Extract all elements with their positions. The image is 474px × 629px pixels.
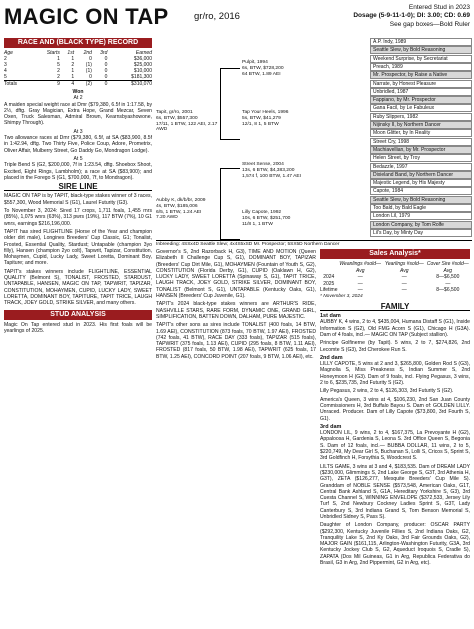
race-record-cell: $181,300 (131, 74, 152, 80)
sales-column-header: Yearlings #sold—Avg (384, 261, 424, 274)
sales-cell: — (401, 287, 407, 293)
pedigree-ancestor: Helen Street, by Troy (370, 154, 472, 162)
sire-line-title: SIRE LINE (4, 184, 152, 191)
sire-line-para-1: MAGIC ON TAP is by TAPIT, black-type stakes winner of 3 races, $557,300, Wood Memorial S (G1), Laurel Futurity (G3). (4, 193, 152, 206)
pedigree-ancestor: Weekend Surprise, by Secretariat (370, 55, 472, 63)
sales-cell: — (357, 287, 363, 293)
pedigree-ancestor: Fappiano, by Mr. Prospector (370, 96, 472, 104)
race-record-table (4, 50, 152, 87)
pedigree-ancestor: Dixieland Band, by Northern Dancer (370, 171, 472, 179)
race-record-cell: 0 (92, 81, 107, 88)
right-column (320, 249, 470, 568)
family-title: FAMILY (320, 304, 470, 311)
dam2-text-c: America's Queen, 3 wins at 4, $106,230, 2nd San Juan County Commissioners H, 3rd Buffalo Bayou S. Dam of: GOLDEN LILLY. Unraced. Producer. Dam of Lilly Capote ($73,800, 3rd Fourth S, G1). (320, 396, 470, 422)
stud-analysis-bar: STUD ANALYSIS (4, 310, 152, 320)
race-record-cell: 5 (57, 62, 60, 68)
sales-cell: — (357, 280, 363, 287)
entered-stud: Entered Stud in 2023 (408, 4, 470, 11)
race-record-cell: 1 (71, 68, 75, 74)
race-record-bar: RACE AND (BLACK TYPE) RECORD (4, 38, 152, 48)
sire-line-para-4: TAPIT's stakes winners include FLIGHTLINE, ESSENTIAL QUALITY (Belmont S), TONALIST, FROSTED, STARDUST, UNTAPABLE, HANSEN, MAGIC ON TAP, TAPWRIT, TAPIZAR, CONSTITUTION, MOHAYMEN, CUPID, LUCKY LADY, SWEET LORETTA, DOMINANT BOY, TAPITURE, TAPIT TRICE, LAUGH TRACK, JOEY GOLD, STRIKE SILVER, and many others. (4, 268, 152, 307)
won-at-5: At 5 (73, 155, 83, 162)
pedigree-dam-dam: Lilly Capote, 1992 10s, 6 BTW, $251,700 11/8 1, 1 BTW (242, 210, 291, 227)
body-para-1: Governor's S, 2nd Razorback H, G3), TIME AND MOTION (Queen Elizabeth II Challenge Cup S, G1), DOMINANT BOY, TAPIZAR (Breeders' Cup Dirt Mile, G1), MOHAYMEN (Fountain of Youth S, G2), CONSTITUTION (Florida Derby, G1), CUPID (Oaklawn H, G2), LUCKY LADY, SWEET LORETTA (Spinaway S, G1), TAPIT TRICE, LAUGH TRACK, JOEY GOLD, STRIKE SILVER, DOMINANT BOY, TONALIST (Belmont S, G1), UNTAPABLE (Kentucky Oaks, G1), HANSEN (Breeders' Cup Juvenile, G1). (156, 249, 316, 300)
color-year: gr/ro, 2016 (194, 11, 240, 22)
race-record-cell: 4 (60, 81, 74, 88)
pedigree-ancestor: Narrate, by Honest Pleasure (370, 80, 472, 88)
race-record-cell: (1) (85, 62, 92, 68)
left-column (4, 38, 152, 336)
pedigree-ancestor: Moon Glitter, by In Reality (370, 129, 472, 137)
dosage: Dosage (5-9-11-1-0); DI: 3.00; CD: 0.69 (353, 12, 470, 19)
bracket-line (220, 168, 221, 240)
sales-body (320, 274, 470, 294)
pedigree-ancestor: Ruby Slippers, 1982 (370, 113, 472, 121)
dam2-heading: 2nd dam (320, 354, 343, 361)
sales-cell: 2025 (323, 280, 335, 287)
dam3-heading: 3rd dam (320, 423, 342, 430)
pedigree-dam: Aubby K, dk/b/br, 2009 4s, BTW, $185,006 6/5, 1 BTW, 1.24 AEI 7.20 AWD (156, 198, 206, 221)
dam3-text-c: Daughter of London Company, producer: OSCAR PARTY ($292,300, Kentucky Juvenile Fillies S, 2nd Indiana Oaks, G2, Tranquility Lake S, 2nd Ky Oaks, 3rd Fair Grounds Oaks, G2), MAJOR GAIN ($161,115, Arlington-Washington Futurity, G3A, 3rd Kentucky Jockey Club S, G2, Aqueduct Iroquois S, Cradle S), ZAPATA (Dos Mil Guineas, G1 in Arg, Republica Federativa do Brasil, G3 in Arg, 2nd Pippermint, G2 in Arg, etc). (320, 522, 470, 567)
sire-line-para-2: To November 3, 2024: Sired 17 crops, 1,711 foals, 1,455 rnrs (85%), 1,075 wnrs (63%), 313 pwrs (19%), 117 BTW (7%), 10 G1 wnrs, earnings $216,196,000. (4, 208, 152, 227)
inbreeding-note: Inbreeding: 4SSx4D Seattle Slew; 4x4S5xSD Mr. Prospector; 5SX5D Northern Dancer (156, 240, 472, 247)
body-para-2: TAPIT's 2024 black-type stakes winners are ARTHUR'S RIDE, NASHVILLE STARS, RARE FORM, DYNAMIC ONE, GRAND GIRL, SIMPLIFICATION, BATTEN DOWN, DALHAM, PURE MAJESTIC. (156, 301, 316, 320)
sales-cell: Lifetime (320, 287, 338, 293)
pedigree-ancestor: London Lil, 1979 (370, 212, 472, 220)
race-record-cell: 1 (71, 56, 75, 62)
race-record-cell: 0 (89, 74, 92, 80)
pedigree-ancestor: Mr. Prospector, by Raise a Native (370, 71, 472, 79)
race-record-cell: 2 (57, 74, 60, 80)
race-record-cell: $36,000 (133, 56, 152, 62)
race-record-cell: 4 (4, 68, 7, 74)
body-para-3: TAPIT's other sons as sires include TONALIST (400 foals, 14 BTW, 1.69 AEI), CONSTITUTION (873 foals, 70 BTW, 1.97 AEI), FROSTED (742 foals, 41 BTW), RACE DAY (333 foals), TAPIZAR (515 foals), TAPWRIT (375 foals, 1.13 AEI), CUPID (295 foals, 8 BTW, 1.11 AEI), FROSTED (817 foals, 50 BTW, 1.98 AEI), TAPWRIT (625 foals, 17 BTW, 1.25 AEI), CONCORD POINT (207 foals, 9 BTW, 1.06 AEI), etc. (156, 322, 316, 360)
pedigree-ancestor: Unbridled, 1987 (370, 88, 472, 96)
dam2-text: LILLY CAPOTE, 5 wins at 2 and 3, $265,800, Golden Rod S (G3), Magnolia S, Miss Preakness S, Indian Summer S, 2nd Honeymoon H (G3). Dam of 9 foals, incl. Flying Pegasus, 3 wins, 2 to 6, $235,735, 2nd Futurity S (G2). (320, 361, 470, 387)
sales-cell: 8—$6,500 (436, 274, 460, 280)
sales-cell: 2024 (323, 274, 335, 280)
header (4, 2, 470, 34)
dam1-text: AUBBY K, 4 wins, 2 to 4, $435,004, Humana Distaff S (G1), Inside Information S (G2), Old FMG Acorn S (G1), Chicago H (G3A). Dam of 4 foals, incl.— MAGIC ON TAP (Subject stallion). (320, 319, 470, 338)
won-text-3: Two allowance races at Dmr ($79,380, 6.5f, at SA ($83,900, 8.5f in 1:42.94, dftg. Two Thirty Five, Police Coup, Adore, Prometrix, Oliver Affair, Mulberry Street, Go Daddy Go, Mondragon Lodge). (4, 135, 152, 154)
race-record-cell: 0 (89, 56, 92, 62)
pedigree-ancestor: Street Cry, 1998 (370, 138, 472, 146)
sales-header (320, 261, 470, 274)
bracket-line (220, 139, 240, 140)
race-record-cell: 5 (4, 74, 7, 80)
sales-note: * November 3, 2024 (320, 293, 363, 299)
pedigree-ancestor: Too Bald, by Bald Eagle (370, 204, 472, 212)
race-record-cell: $10,000 (133, 68, 152, 74)
sales-cell: — (401, 280, 407, 287)
race-record-cell: 3 (4, 62, 7, 68)
won-at-2: At 2 (73, 95, 83, 102)
sales-column-header (320, 261, 338, 274)
sales-cell: — (445, 280, 451, 287)
pedigree-ancestor: Gana Facil, by Le Fabuleux (370, 104, 472, 112)
race-record-cell: $310,070 (107, 81, 152, 88)
pedigree-ancestor: London Company, by Tom Rolfe (370, 221, 472, 229)
race-record-cell: Totals (4, 81, 32, 88)
pedigree-ancestor: Majestic Legend, by His Majesty (370, 179, 472, 187)
race-record-body (4, 56, 152, 87)
race-record-column-header: 3rd (100, 50, 108, 56)
pedigree-ancestor: Seattle Slew, by Bold Reasoning (370, 196, 472, 204)
sire-line-para-3: TAPIT has sired FLIGHTLINE (Horse of the Year and champion older dirt male), Longines Breeders' Cup Classic, G1; Tonalist, Frosted, Essential Quality, Stardust; Untapable (champion 3yo filly), Hansen (champion 2yo colt), Tapwrit, Tapizar, Constitution, Mohaymen, Cupid, Lucky Lady, Sweet Loretta, Dominant Boy, Tapiture; and more. (4, 228, 152, 267)
sales-cell: — (401, 274, 407, 280)
race-record-column-header: Starts (46, 50, 60, 56)
race-record-column-header: Age (4, 50, 13, 56)
race-record-cell: 0 (104, 74, 108, 80)
pedigree-ancestor: Machiavellian, by Mr. Prospector (370, 146, 472, 154)
race-record-column-header: Earned (135, 50, 152, 56)
pedigree-ancestor: Bedazzle, 1997 (370, 163, 472, 171)
pedigree-ancestor: Seattle Slew, by Bold Reasoning (370, 46, 472, 54)
race-record-cell: 2 (57, 68, 60, 74)
pedigree-ancestor: Nijinsky II, by Northern Dancer (370, 121, 472, 129)
pedigree-sire: Tapit, gr/ro, 2001 6s, BTW, $557,300 17/11, 1 BTW, 122 AEI, 2.17 AWD (156, 110, 218, 133)
sales-analysis-bar: Sales Analysis* (320, 249, 470, 259)
race-record-cell: 0 (104, 68, 108, 74)
pedigree-dam-sire: Street Sense, 2004 13s, 6 BTW, $4,383,200 1,574 f, 100 BTW, 1.47 AEI (242, 162, 301, 179)
pedigree-ancestor: Capote, 1984 (370, 187, 472, 195)
dam3-text-b: LILTS GAME, 3 wins at 3 and 4, $183,535. Dam of DREAM LADY ($230,000, Glimmings S, 2nd Lake George S, G3T, 3rd Athenia H, G3T), ZETA ($126,277, Mesquite Breeders' Cup Mile S). Granddam of NOBLE SENSE ($573,548, American Oaks, G1T, Central Bank Ashland S, G1A, Hereditary Yorkshire S, G3), 3rd Cuesta Channel S, WINNING ENVELOPE ($372,533, Jersey Lily Turf S, 2nd Newbury Cockney Ladies Sprint S, G3T, Lady Canterbury S, 3rd Indiana Grand S, Tom Benson Memorial S, Unbridled Sidney S, Pass S). (320, 463, 470, 520)
pedigree-ancestor: Lil's Day, by Minty Day (370, 229, 472, 237)
pedigree-ancestor: Preach, 1989 (370, 63, 472, 71)
won-text-5: Triple Bend S (G2, $200,000, 7f in 1:23.54, dftg. Shoebox Shoot, Excited, Eight Rings, Lambholm); a race at SA ($83,900); and placed in the Forego S (G1, $700,000, 7f, to Mondragon). (4, 162, 152, 181)
pedigree-chart (156, 38, 472, 245)
race-record-cell: 0 (104, 62, 108, 68)
dam1-heading: 1st dam (320, 313, 341, 320)
dam3-text: LONDON LIL, 9 wins, 2 to 4, $167,375, La Prevoyante H (G2), Appaloosa H, Gardenia S, Leona S. 3rd Office Queen S, Begonia S. Dam of 12 foals, incl.— BUBBA DOLLAR, 11 wins, 2 to 5, $220,749, My Dear Girl S, Buchanan S, Lolli S, Cricos S, Sprint S, 3rd Goldfinch H, Forsythia S, Woodcrest S. (320, 430, 470, 462)
sales-table (320, 261, 470, 294)
race-record-column-header: 1st (67, 50, 75, 56)
pedigree-sire-dam: Tap Your Heels, 1996 5s, BTW, $41,279 12/1, 8 1, 5 BTW (242, 110, 289, 127)
won-text-2: A maiden special weight race at Dmr ($79,380, 6.5f in 1:17.58, by 2½, dftg. Gray Magician, Extra Hope, Grand Mezcar, Seven Oxen, Truck Salesman, Admiral Brown, Kearnsbyashowone, Shimpy Through). (4, 101, 152, 127)
stallion-title: MAGIC ON TAP (4, 4, 169, 29)
bracket-line (220, 168, 240, 169)
sales-column-header: Weanlings #sold—Avg (339, 261, 382, 274)
race-record-cell: 2 (4, 56, 7, 62)
pedigree-ancestor: A.P. Indy, 1989 (370, 38, 472, 46)
sales-column-header: Cover Sire #sold—Avg (426, 261, 469, 274)
sales-cell: — (357, 274, 363, 280)
sales-cell: 8—$6,500 (436, 287, 460, 293)
race-record-cell: 0 (104, 56, 108, 62)
race-record-column-header: 2nd (83, 50, 92, 56)
dam2-text-b: Lilly Pegasus, 2 wins, 2 to 4, $126,303, 3rd Futurity S (G2). (320, 388, 454, 395)
race-record-cell: 1 (57, 56, 60, 62)
race-record-cell: (1) (85, 68, 92, 74)
race-record-cell: (2) (74, 81, 92, 88)
won-at-3: At 3 (73, 128, 83, 135)
won-label: Won (72, 89, 84, 95)
sire-stats-continued (156, 249, 316, 362)
dam1-text-b: Principe Golfinerne (by Tapit). 5 wins, 2 to 7, $274,826, 2nd Lecomte S (G3), 3rd Cherokee Run S. (320, 340, 470, 353)
race-record-row (4, 81, 152, 88)
bracket-line (220, 68, 221, 140)
race-record-cell: 9 (32, 81, 60, 88)
race-record-cell: 1 (71, 74, 75, 80)
race-record-cell: $25,000 (133, 62, 152, 68)
stud-analysis-text: Magic On Tap entered stud in 2023. His first foals will be yearlings of 2025. (4, 321, 152, 334)
race-record-cell: 2 (71, 62, 75, 68)
pedigree-sire-sire: Pulpit, 1994 6s, BTW, $728,200 64 BTW, 1.89 AEI (242, 60, 284, 77)
see-gap-boxes: See gap boxes—Bold Ruler (389, 21, 470, 28)
bracket-line (220, 68, 240, 69)
